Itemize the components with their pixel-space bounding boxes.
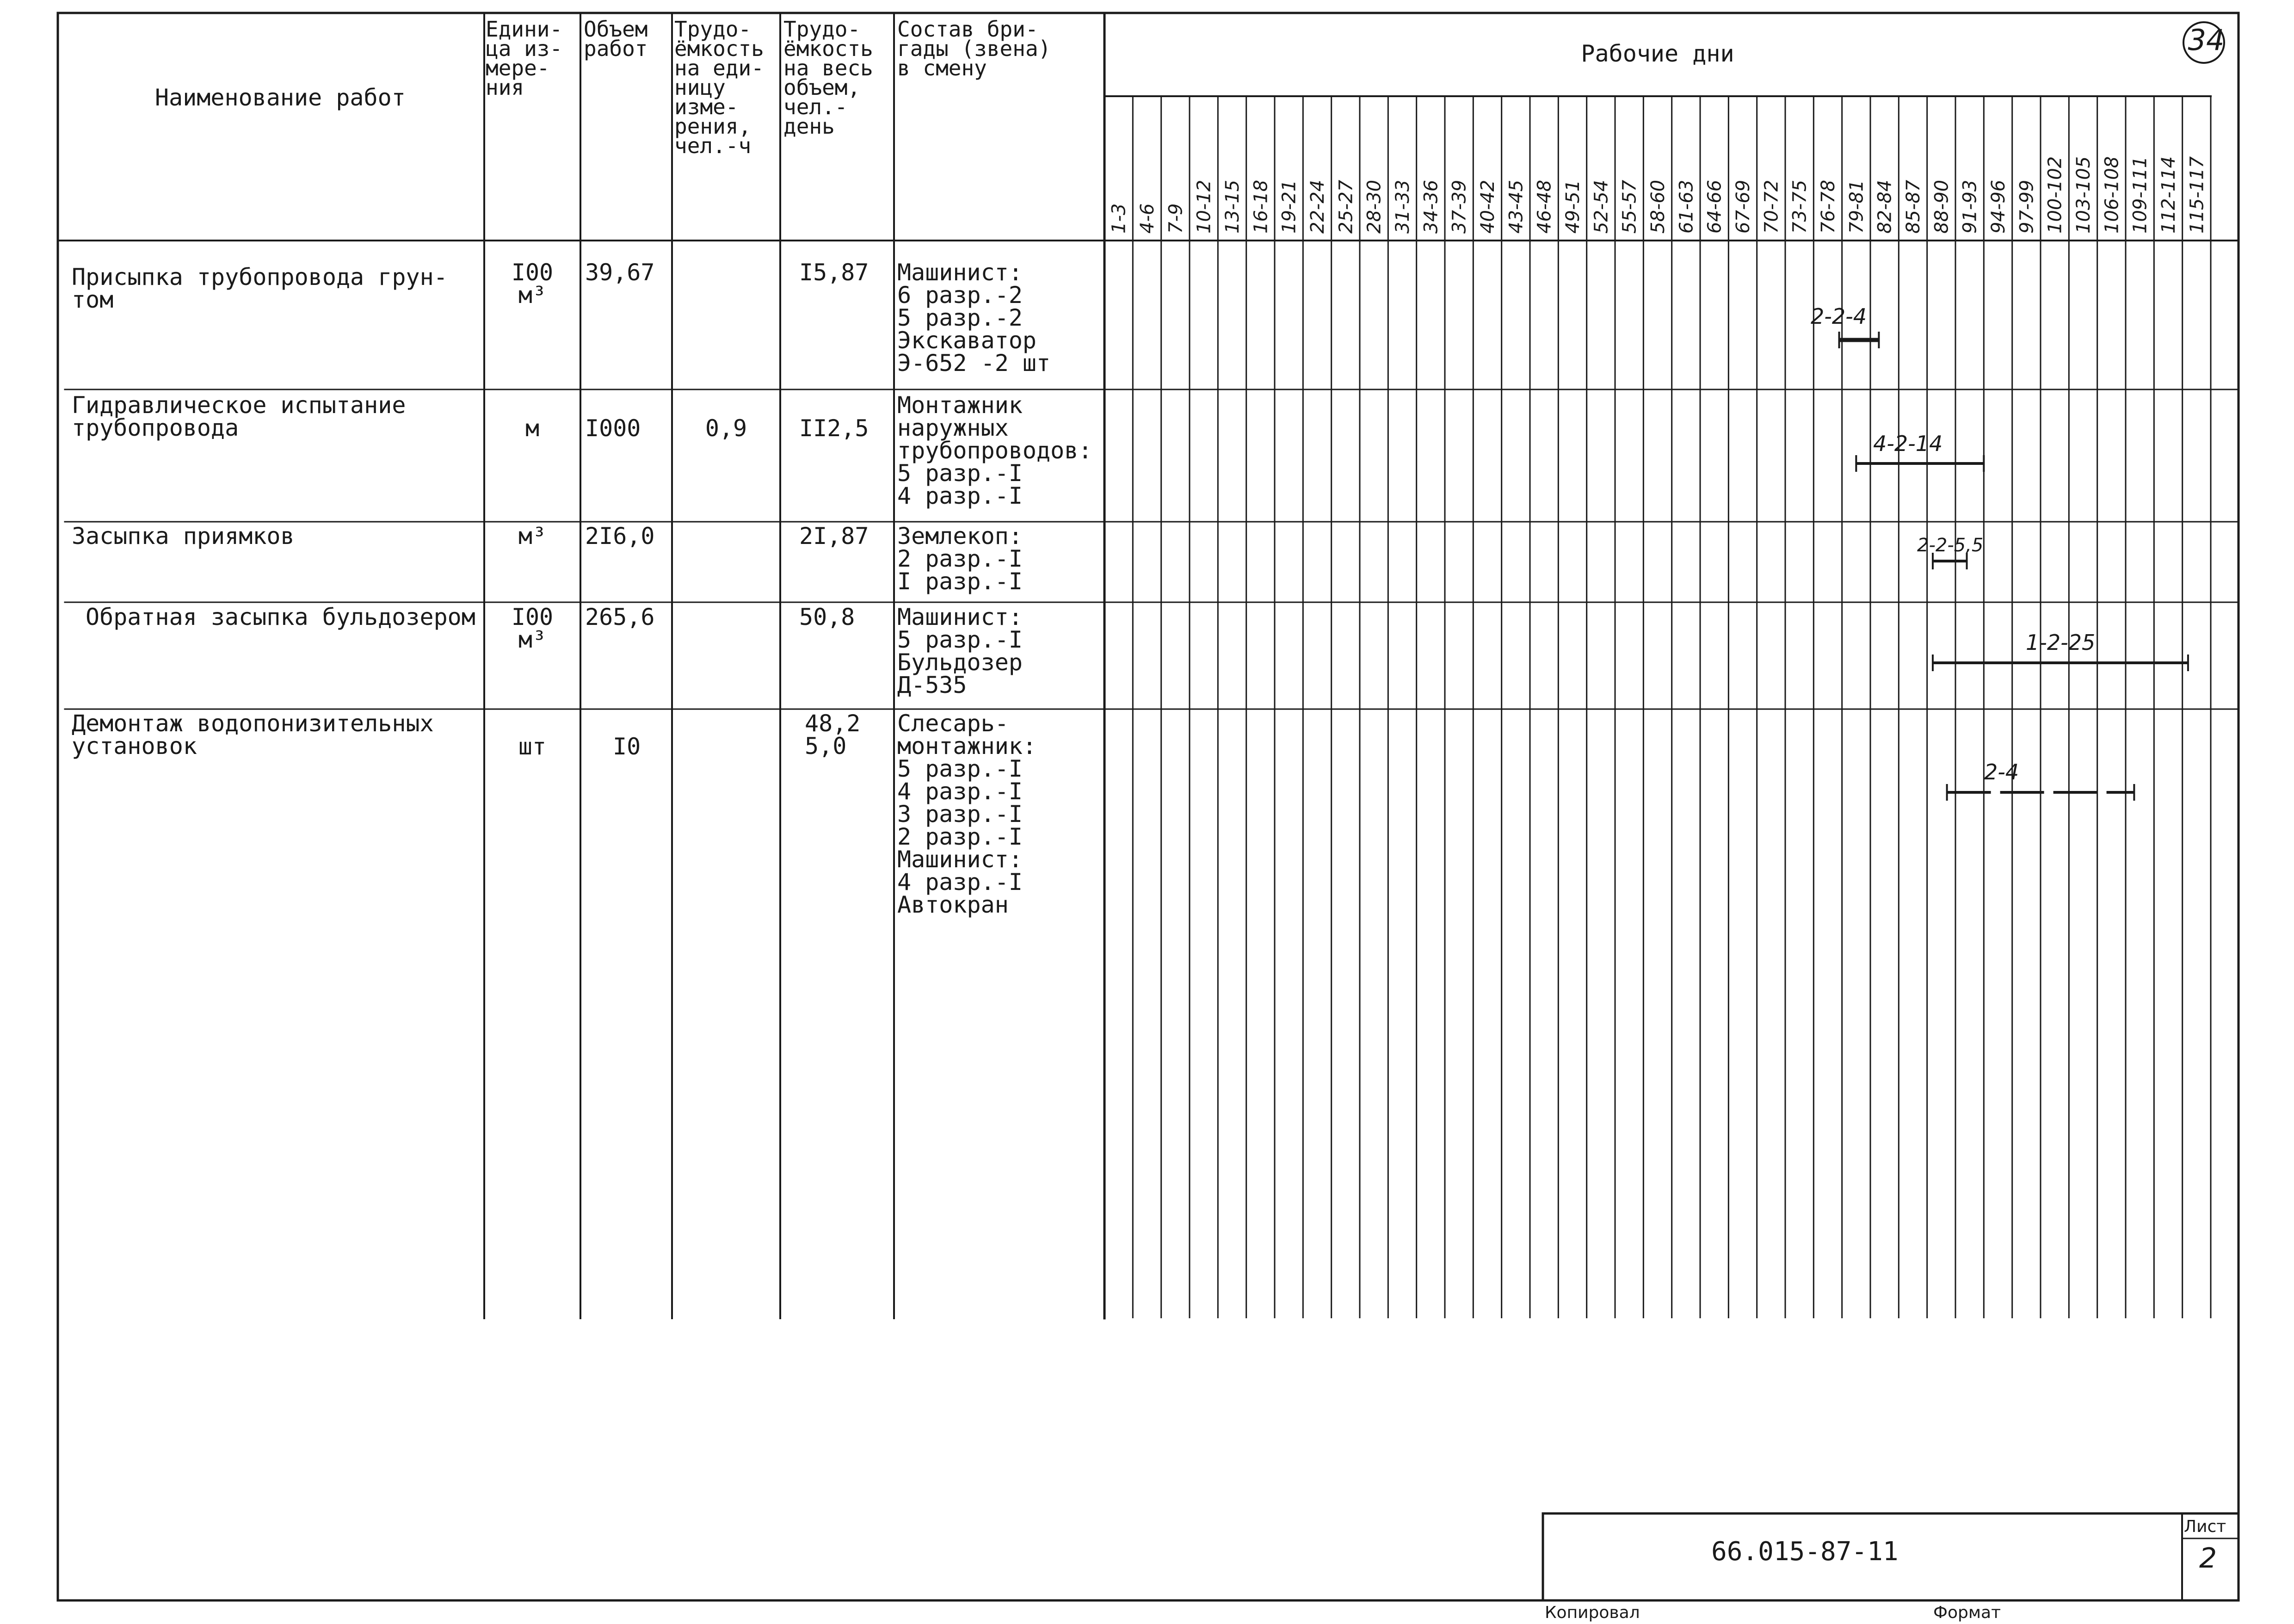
day-column-label: 28-30: [1363, 179, 1385, 234]
day-column-label: 106-108: [2101, 156, 2123, 234]
row-5-unit: шт: [518, 733, 547, 760]
day-column-label: 19-21: [1278, 179, 1300, 234]
day-column-label: 109-111: [2129, 156, 2151, 234]
sheet-number-circle: 34: [2188, 23, 2225, 57]
row-1-labor-total: I5,87: [799, 259, 869, 286]
header-crew: Состав бри- гады (звена) в смену: [897, 17, 1051, 80]
row-4-labor-total: 50,8: [799, 604, 855, 630]
row-2-labor-total: II2,5: [799, 415, 869, 442]
stamp-sheet-label: Лист: [2184, 1517, 2226, 1536]
day-column-label: 55-57: [1619, 179, 1640, 234]
row-3-crew: Землекоп: 2 разр.-I I разр.-I: [897, 523, 1023, 595]
stamp-format-label: Формат: [1933, 1603, 2001, 1622]
row-1-volume: 39,67: [585, 259, 655, 286]
day-column-label: 91-93: [1959, 179, 1981, 234]
row-4-volume: 265,6: [585, 604, 655, 630]
header-working-days: Рабочие дни: [1581, 40, 1734, 67]
day-column-label: 1-3: [1108, 203, 1130, 234]
row-5-crew: Слесарь- монтажник: 5 разр.-I 4 разр.-I 3 разр.-I 2 разр.-I Машинист: 4 разр.-I Автокран: [897, 710, 1037, 918]
day-column-label: 85-87: [1903, 179, 1924, 234]
row-5-labor-total: 48,2 5,0: [805, 710, 861, 760]
day-column-label: 112-114: [2158, 156, 2179, 234]
bar-label-2: 4-2-14: [1873, 431, 1943, 456]
day-column-label: 70-72: [1761, 179, 1782, 234]
row-3-name: Засыпка приямков: [72, 523, 295, 550]
day-column-label: 73-75: [1789, 179, 1811, 234]
row-4-crew: Машинист: 5 разр.-I Бульдозер Д-535: [897, 604, 1023, 698]
day-column-label: 31-33: [1392, 179, 1413, 234]
bar-label-5: 2-4: [1984, 760, 2019, 784]
stamp-code: 66.015-87-11: [1711, 1537, 1899, 1567]
day-column-label: 46-48: [1534, 179, 1555, 234]
row-3-unit: м³: [518, 523, 547, 550]
header-unit: Едини- ца из- мере- ния: [486, 17, 563, 100]
day-column-label: 7-9: [1165, 203, 1187, 234]
day-column-label: 10-12: [1193, 179, 1215, 234]
row-4-name: Обратная засыпка бульдозером: [86, 604, 475, 630]
bar-label-1: 2-2-4: [1811, 304, 1867, 329]
header-labor-total: Трудо- ёмкость на весь объем, чел.- день: [783, 17, 873, 139]
row-2-name: Гидравлическое испытание трубопровода: [72, 392, 406, 441]
row-1-unit: I00 м³: [511, 259, 554, 309]
day-column-label: 61-63: [1676, 179, 1697, 234]
day-column-label: 22-24: [1307, 179, 1328, 234]
day-column-label: 49-51: [1562, 179, 1584, 234]
day-column-label: 79-81: [1846, 179, 1868, 234]
day-column-label: 115-117: [2186, 156, 2208, 234]
row-3-volume: 2I6,0: [585, 523, 655, 550]
header-volume: Объем работ: [584, 17, 648, 61]
day-column-label: 25-27: [1335, 179, 1357, 234]
row-5-volume: I0: [613, 733, 641, 760]
day-column-label: 97-99: [2016, 179, 2038, 234]
row-2-crew: Монтажник наружных трубопроводов: 5 разр.-I 4 разр.-I: [897, 392, 1092, 509]
day-column-label: 52-54: [1591, 179, 1612, 234]
day-column-label: 67-69: [1733, 179, 1754, 234]
header-name: Наименование работ: [155, 84, 406, 111]
day-column-label: 40-42: [1477, 179, 1498, 234]
header-labor-unit: Трудо- ёмкость на еди- ницу изме- рения, чел.-ч: [674, 17, 764, 158]
row-2-labor-unit: 0,9: [705, 415, 747, 442]
row-4-unit: I00 м³: [511, 604, 554, 653]
day-column-label: 82-84: [1874, 179, 1896, 234]
day-column-label: 88-90: [1931, 179, 1953, 234]
day-column-label: 37-39: [1449, 179, 1470, 234]
day-column-label: 64-66: [1704, 179, 1726, 234]
row-1-name: Присыпка трубопровода грун- том: [72, 264, 448, 313]
day-column-label: 16-18: [1250, 179, 1272, 234]
bar-label-3: 2-2-5,5: [1917, 535, 1984, 556]
stamp-sheet-value: 2: [2199, 1542, 2217, 1575]
day-column-label: 103-105: [2073, 156, 2094, 234]
row-2-volume: I000: [585, 415, 641, 442]
bar-label-4: 1-2-25: [2026, 630, 2096, 655]
day-column-label: 13-15: [1222, 179, 1243, 234]
row-5-name: Демонтаж водопонизительных установок: [72, 710, 434, 760]
day-column-label: 4-6: [1137, 203, 1158, 234]
day-column-label: 43-45: [1505, 179, 1527, 234]
day-column-label: 76-78: [1818, 179, 1839, 234]
day-column-label: 94-96: [1988, 179, 2009, 234]
day-column-label: 58-60: [1647, 179, 1669, 234]
day-column-label: 34-36: [1420, 179, 1442, 234]
row-3-labor-total: 2I,87: [799, 523, 869, 550]
row-2-unit: м: [525, 415, 540, 442]
row-1-crew: Машинист: 6 разр.-2 5 разр.-2 Экскаватор Э-652 -2 шт: [897, 259, 1051, 377]
day-column-label: 100-102: [2044, 156, 2066, 234]
stamp-copied-label: Копировал: [1545, 1603, 1640, 1622]
